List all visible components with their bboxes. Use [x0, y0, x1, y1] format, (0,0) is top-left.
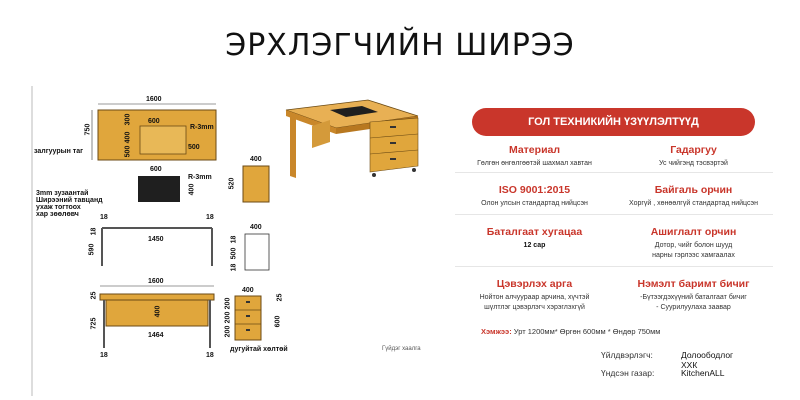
pad-desc-line: ухаж тогтоох — [36, 204, 81, 211]
pedestal-handle-1 — [246, 301, 250, 303]
dim-frame-590: 590 — [88, 243, 96, 256]
spec-documents — [614, 278, 773, 313]
dim-ped-200c: 200 — [224, 325, 232, 338]
manufacturer-row — [601, 350, 734, 370]
spec-text: Дотор, чийг болон шууд — [654, 242, 733, 249]
pad-desc-line: Ширээний тавцанд — [36, 197, 103, 204]
dim-ped-600: 600 — [274, 315, 282, 328]
cabinet-side-outline — [245, 234, 269, 270]
dim-front-18b: 18 — [206, 352, 214, 359]
footer-note: Гүйдэг хаалга — [382, 346, 421, 352]
dimensions-value: Урт 1200мм* Өргөн 600мм * Өндөр 750мм — [513, 327, 661, 336]
spec-text: Хоргүй , хөнөөлгүй стандартад нийцсэн — [629, 200, 758, 207]
spec-text: Гөлгөн өнгөлгөөтэй шахмал хавтан — [477, 160, 592, 167]
pad-desc-line: хар зөөлөвч — [36, 211, 79, 218]
dim-inner-500-v: 500 — [124, 145, 132, 158]
dim-inner-300: 300 — [124, 113, 132, 126]
dim-inner-500-h: 500 — [188, 144, 200, 151]
dim-front-1464: 1464 — [148, 332, 164, 339]
spec-title: Ашиглалт орчин — [650, 226, 737, 238]
dim-r3-top: R-3mm — [190, 124, 214, 131]
spec-title: Цэвэрлэх арга — [496, 278, 573, 290]
spec-title: Материал — [508, 144, 561, 156]
spec-header: ГОЛ ТЕХНИКИЙН ҮЗҮҮЛЭЛТҮҮД — [472, 108, 755, 136]
origin-value: KitchenALL — [681, 368, 725, 378]
spec-surface — [614, 144, 773, 169]
front-top — [100, 294, 214, 300]
dim-cab-18: 18 — [230, 235, 238, 244]
pedestal-label: дугуйтай хөлтөй — [230, 346, 288, 353]
dim-inner-400-v: 400 — [124, 131, 132, 144]
dim-top-depth: 750 — [84, 123, 92, 136]
dim-inner-600: 600 — [148, 118, 160, 125]
pad-desc-line: 3mm зузаантай — [36, 190, 89, 197]
origin-row — [601, 368, 725, 378]
dim-front-18a: 18 — [100, 352, 108, 359]
spec-usage — [614, 226, 773, 261]
spec-title: Байгаль орчин — [654, 184, 733, 196]
spec-iso — [455, 184, 614, 209]
dim-ped-25: 25 — [276, 293, 284, 302]
manufacturer-value: Долоободлог ХХК — [681, 350, 734, 370]
dim-cab-500: 500 — [230, 247, 238, 260]
desk-3d-render — [286, 100, 418, 178]
dim-cab-520: 520 — [228, 177, 236, 190]
spec-text: Олон улсын стандартад нийцсэн — [481, 200, 588, 207]
spec-text: 12 сар — [523, 242, 546, 249]
pedestal-handle-2 — [246, 315, 250, 317]
dimensions-label: Хэмжээ: — [481, 327, 512, 336]
spec-warranty — [455, 226, 614, 251]
spec-title: Нэмэлт баримт бичиг — [637, 278, 750, 290]
manufacturer-label: Үйлдвэрлэгч: — [601, 350, 653, 360]
pedestal-handle-3 — [246, 329, 250, 331]
dim-frame-18a: 18 — [100, 214, 108, 221]
spec-text: -Бүтээгдэхүүний баталгаат бичиг — [640, 294, 747, 301]
pad-description — [36, 190, 103, 218]
side-panel — [243, 166, 269, 202]
spec-environment — [614, 184, 773, 209]
spec-title: Баталгаат хугацаа — [486, 226, 583, 238]
spec-title: Гадаргуу — [670, 144, 717, 156]
technical-drawing — [30, 86, 422, 396]
page-title: ЭРХЛЭГЧИЙН ШИРЭЭ — [225, 28, 575, 63]
spec-text: Ус чийгэнд тэсвэртэй — [659, 160, 728, 167]
spec-text: шүлтлэг цэвэрлэгч хэрэглэхгүй — [484, 304, 585, 311]
tabletop-label: залгуурын таг — [34, 148, 83, 155]
dim-top-width: 1600 — [146, 96, 162, 103]
spec-text: Нойтон алчуураар арчина, хүчтэй — [479, 294, 590, 301]
spec-title: ISO 9001:2015 — [498, 184, 571, 196]
dimensions-line — [481, 327, 660, 336]
spec-material — [455, 144, 614, 169]
dim-cab-400-top: 400 — [250, 156, 262, 163]
spec-divider — [455, 266, 773, 267]
dim-pad-400: 400 — [188, 183, 196, 196]
dim-front-400: 400 — [154, 305, 162, 318]
dim-pad-600: 600 — [150, 166, 162, 173]
dim-cab-400-mid: 400 — [250, 224, 262, 231]
dim-frame-18c: 18 — [90, 227, 98, 236]
pad-black — [138, 176, 180, 202]
spec-cleaning — [455, 278, 614, 313]
dim-pad-r3: R-3mm — [188, 174, 212, 181]
dim-ped-200b: 200 — [224, 311, 232, 324]
dim-front-25: 25 — [90, 291, 98, 300]
spec-divider — [455, 214, 773, 215]
dim-cab-18b: 18 — [230, 263, 238, 272]
dim-front-1600: 1600 — [148, 278, 164, 285]
spec-text: нарны гэрлээс хамгаалах — [652, 252, 735, 259]
spec-text: - Суурилуулаха заавар — [656, 304, 731, 311]
dim-frame-1450: 1450 — [148, 236, 164, 243]
origin-label: Үндсэн газар: — [601, 368, 655, 378]
dim-front-725: 725 — [90, 317, 98, 330]
dim-ped-200a: 200 — [224, 297, 232, 310]
dim-ped-400: 400 — [242, 287, 254, 294]
dim-frame-18b: 18 — [206, 214, 214, 221]
spec-divider — [455, 172, 773, 173]
tabletop-inset — [140, 126, 186, 154]
